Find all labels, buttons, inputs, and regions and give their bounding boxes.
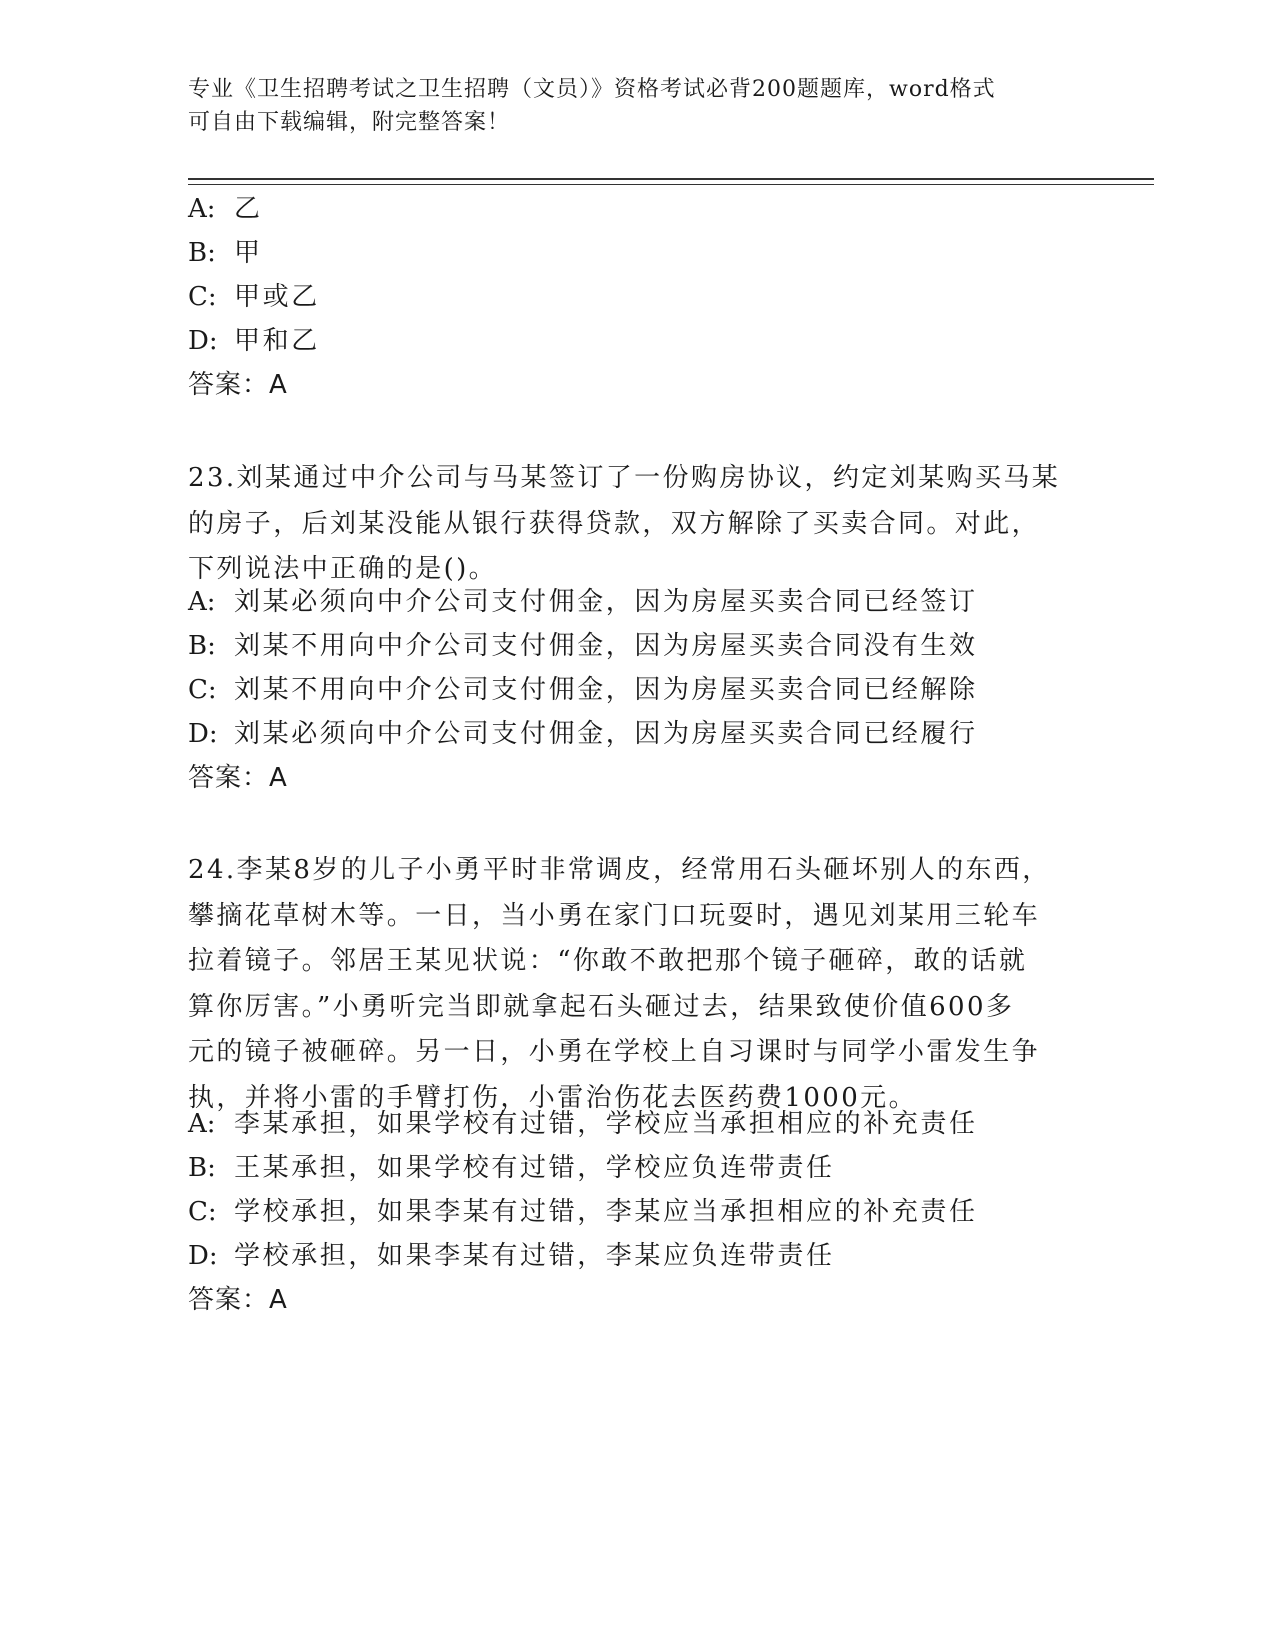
header-line-1: 专业《卫生招聘考试之卫生招聘（文员）》资格考试必背200题题库，word格式: [188, 77, 996, 102]
option-letter: A:: [188, 194, 216, 224]
option-letter: B:: [188, 238, 216, 268]
option-letter: D:: [188, 1241, 218, 1271]
option-d: [188, 324, 320, 358]
answer-line: 答案：A: [188, 1285, 288, 1315]
option-letter: B:: [188, 1153, 216, 1183]
stem-line: 的房子，后刘某没能从银行获得贷款，双方解除了买卖合同。对此，: [188, 508, 1041, 539]
option-text: 甲和乙: [234, 326, 320, 356]
option-text: 甲或乙: [234, 282, 320, 312]
header-rule-thin: [188, 184, 1154, 185]
option-letter: A:: [188, 1109, 216, 1139]
option-text: 王某承担，如果学校有过错，学校应负连带责任: [234, 1153, 835, 1183]
option-b: [188, 1151, 835, 1185]
option-text: 刘某必须向中介公司支付佣金，因为房屋买卖合同已经签订: [234, 587, 978, 617]
option-letter: A:: [188, 587, 216, 617]
stem-line: 攀摘花草树木等。一日，当小勇在家门口玩耍时，遇见刘某用三轮车: [188, 900, 1041, 931]
option-d: [188, 717, 978, 751]
question-stem: [188, 456, 1088, 593]
option-text: 学校承担，如果李某有过错，李某应当承担相应的补充责任: [234, 1197, 978, 1227]
document-header: [188, 73, 1088, 139]
option-b: [188, 629, 978, 663]
option-text: 李某承担，如果学校有过错，学校应当承担相应的补充责任: [234, 1109, 978, 1139]
option-text: 甲: [234, 238, 263, 268]
option-a: [188, 1107, 978, 1141]
option-letter: C:: [188, 282, 217, 312]
stem-line: 元的镜子被砸碎。另一日，小勇在学校上自习课时与同学小雷发生争: [188, 1037, 1041, 1067]
option-d: [188, 1239, 835, 1273]
option-text: 刘某必须向中介公司支付佣金，因为房屋买卖合同已经履行: [234, 719, 978, 749]
option-c: [188, 1195, 978, 1229]
option-letter: B:: [188, 631, 216, 661]
stem-line: 24.李某8岁的儿子小勇平时非常调皮，经常用石头砸坏别人的东西，: [188, 855, 1051, 885]
answer-line: 答案：A: [188, 370, 288, 400]
option-a: [188, 192, 263, 226]
option-text: 乙: [234, 194, 263, 224]
option-text: 学校承担，如果李某有过错，李某应负连带责任: [234, 1241, 835, 1271]
answer-line: 答案：A: [188, 763, 288, 793]
option-letter: C:: [188, 675, 217, 705]
header-rule-thick: [188, 178, 1154, 180]
option-letter: D:: [188, 719, 218, 749]
option-c: [188, 673, 978, 707]
header-line-2: 可自由下载编辑，附完整答案！: [188, 110, 511, 135]
stem-line: 下列说法中正确的是()。: [188, 554, 498, 584]
option-text: 刘某不用向中介公司支付佣金，因为房屋买卖合同已经解除: [234, 675, 978, 705]
stem-line: 23.刘某通过中介公司与马某签订了一份购房协议，约定刘某购买马某: [188, 463, 1061, 493]
option-letter: D:: [188, 326, 218, 356]
option-c: [188, 280, 320, 314]
option-a: [188, 585, 978, 619]
stem-line: 执，并将小雷的手臂打伤，小雷治伤花去医药费1000元。: [188, 1082, 917, 1113]
option-letter: C:: [188, 1197, 217, 1227]
stem-line: 拉着镜子。邻居王某见状说：“你敢不敢把那个镜子砸碎，敢的话就: [188, 946, 1028, 976]
option-b: [188, 236, 263, 270]
stem-line: 算你厉害。”小勇听完当即就拿起石头砸过去，结果致使价值600多: [188, 991, 1015, 1022]
question-stem: [188, 848, 1088, 1121]
option-text: 刘某不用向中介公司支付佣金，因为房屋买卖合同没有生效: [234, 631, 978, 661]
